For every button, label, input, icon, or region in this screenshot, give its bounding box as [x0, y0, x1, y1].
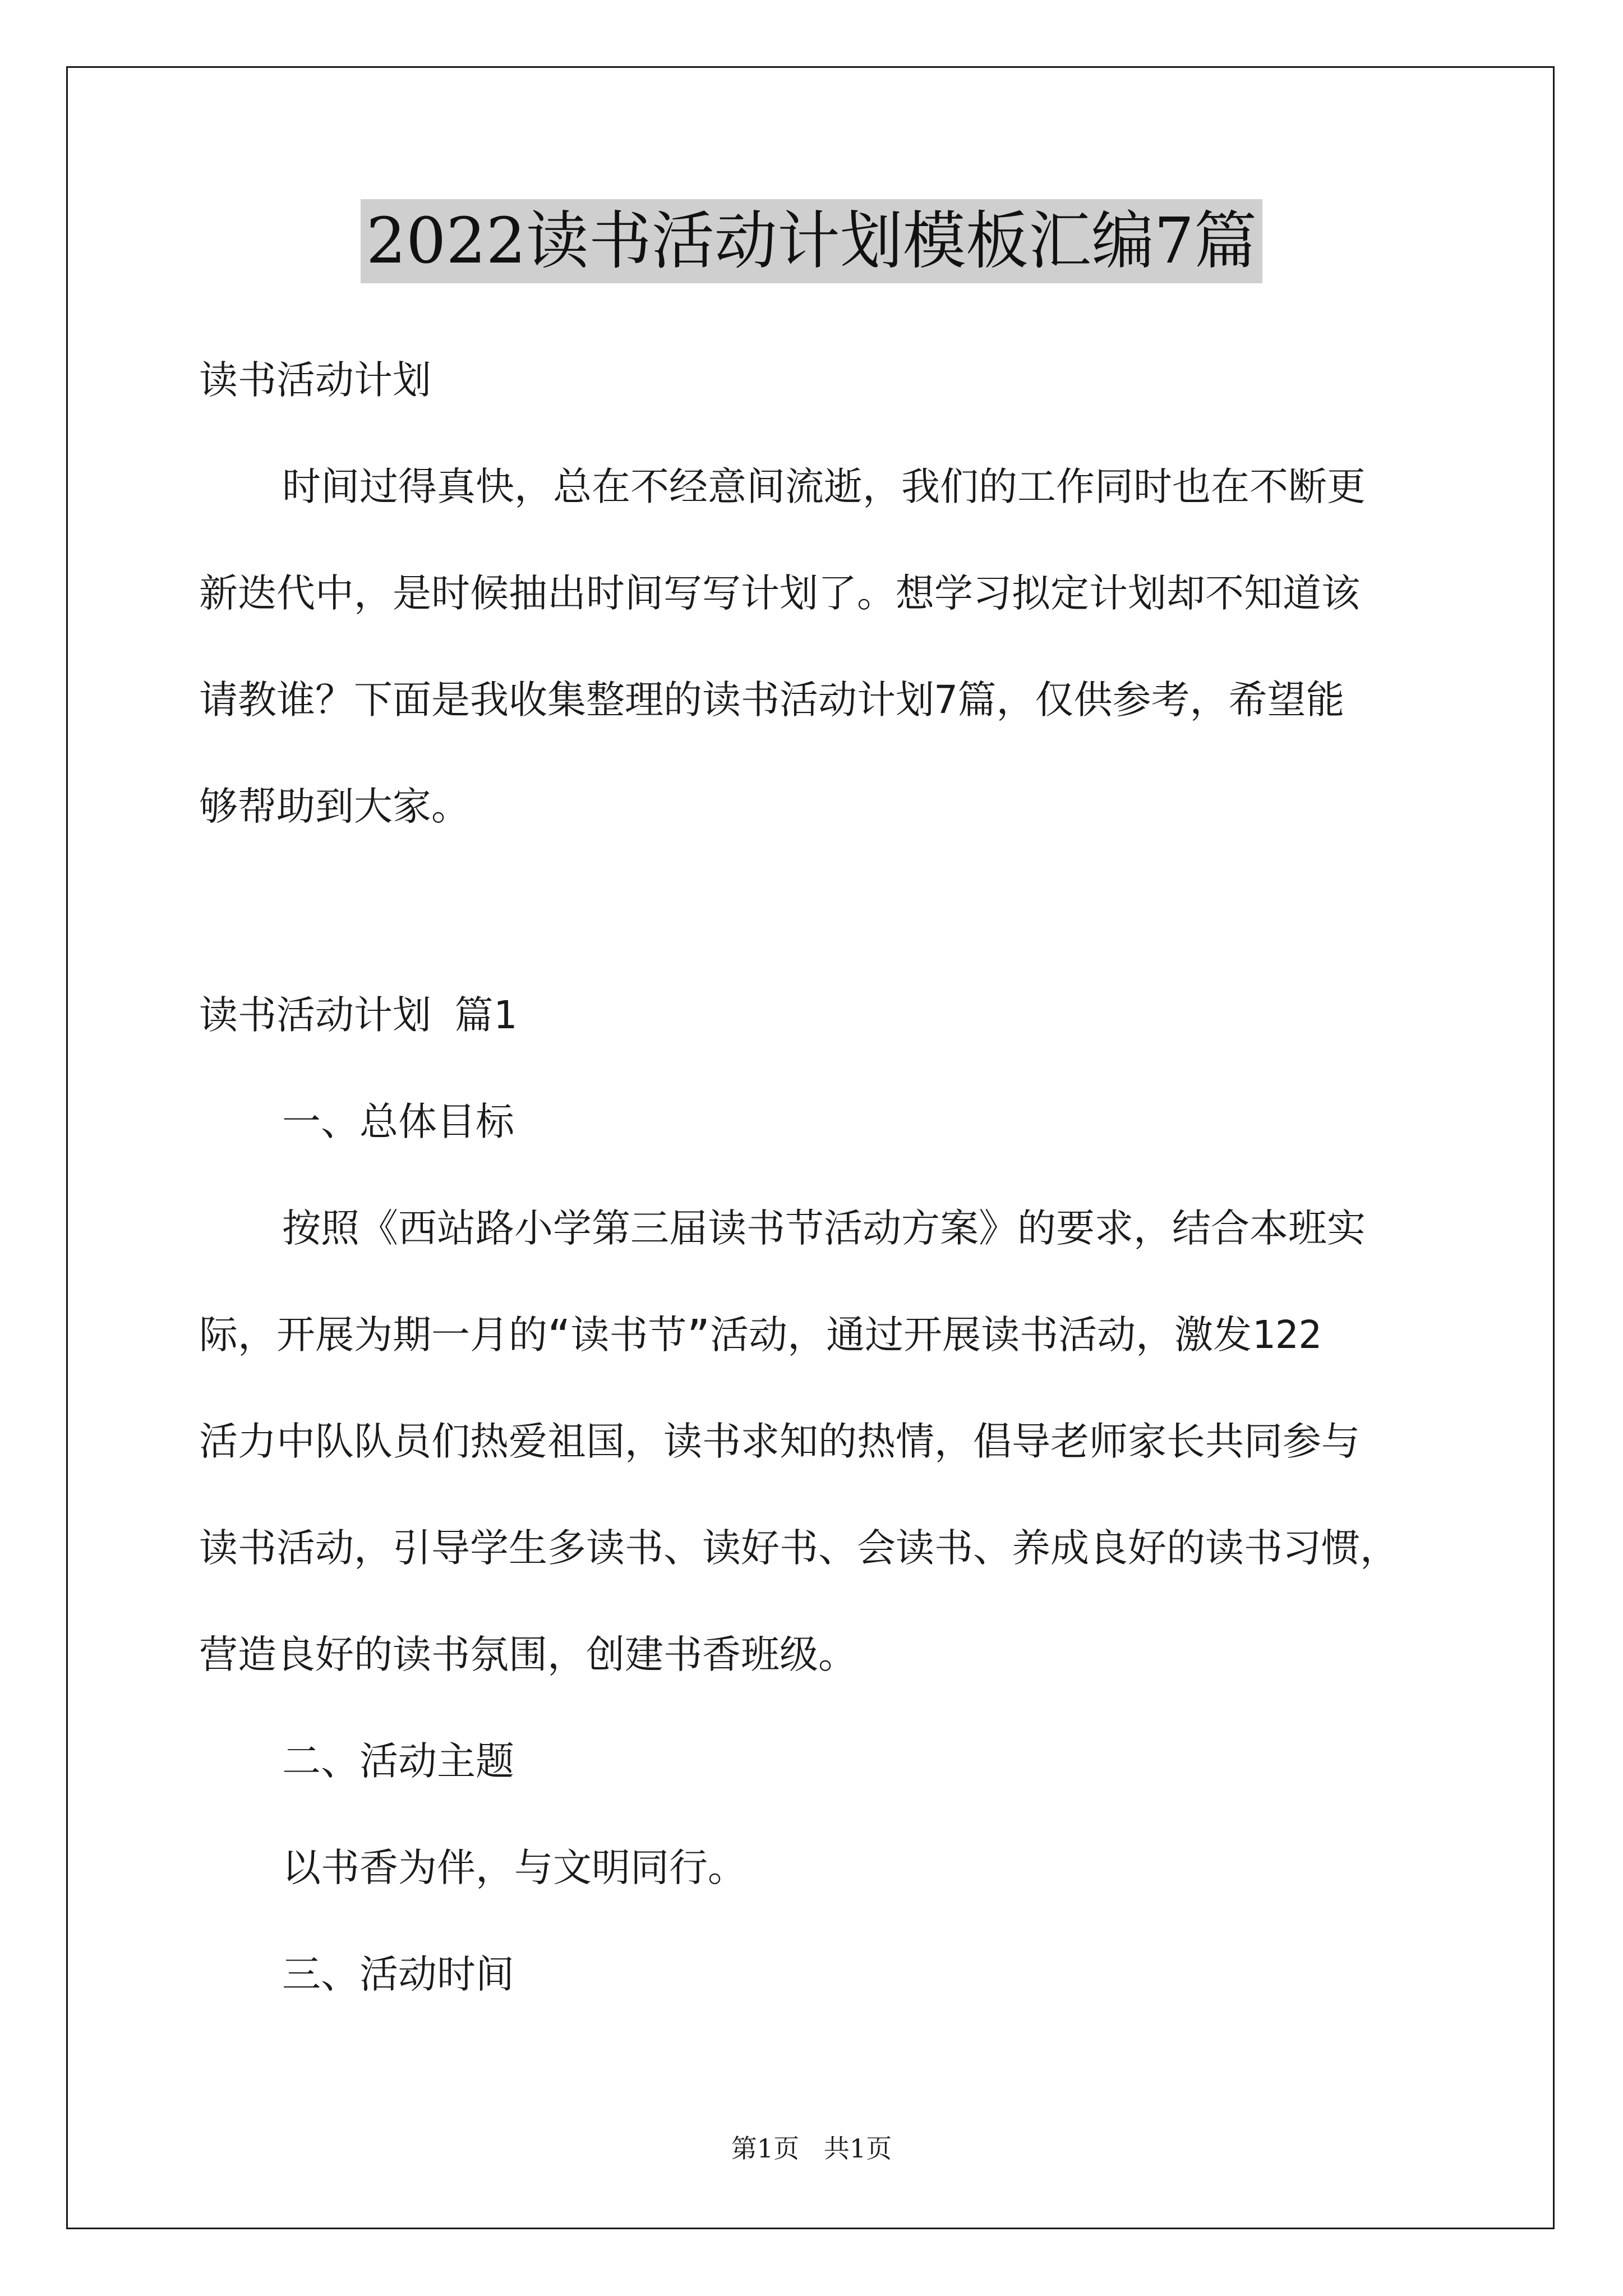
para-line-1: 按照《西站路小学第三届读书节活动方案》的要求，结合本班实: [282, 1206, 1366, 1251]
section-heading: 读书活动计划 篇1: [199, 993, 517, 1038]
intro-line-2: 新迭代中，是时候抽出时间写写计划了。想学习拟定计划却不知道该: [199, 571, 1360, 616]
para-line-3: 活力中队队员们热爱祖国，读书求知的热情，倡导老师家长共同参与: [199, 1419, 1360, 1464]
para-line-2: 际，开展为期一月的“读书节”活动，通过开展读书活动，激发122: [199, 1313, 1322, 1358]
intro-line-1: 时间过得真快，总在不经意间流逝，我们的工作同时也在不断更: [282, 464, 1366, 509]
page-footer: 第1页 共1页: [731, 2133, 892, 2164]
subheading-time: 三、活动时间: [282, 1952, 514, 1997]
title-container: [0, 199, 1623, 283]
para-line-4: 读书活动，引导学生多读书、读好书、会读书、养成良好的读书习惯，: [199, 1526, 1399, 1571]
subheading-goals: 一、总体目标: [282, 1099, 514, 1144]
subheading-theme: 二、活动主题: [282, 1739, 514, 1784]
theme-text: 以书香为伴，与文明同行。: [282, 1846, 746, 1890]
intro-line-4: 够帮助到大家。: [199, 784, 470, 829]
para-line-5: 营造良好的读书氛围，创建书香班级。: [199, 1632, 857, 1677]
document-title: 2022读书活动计划模板汇编7篇: [361, 199, 1262, 283]
intro-line-3: 请教谁？下面是我收集整理的读书活动计划7篇，仅供参考，希望能: [199, 678, 1345, 723]
doc-heading: 读书活动计划: [199, 358, 431, 403]
